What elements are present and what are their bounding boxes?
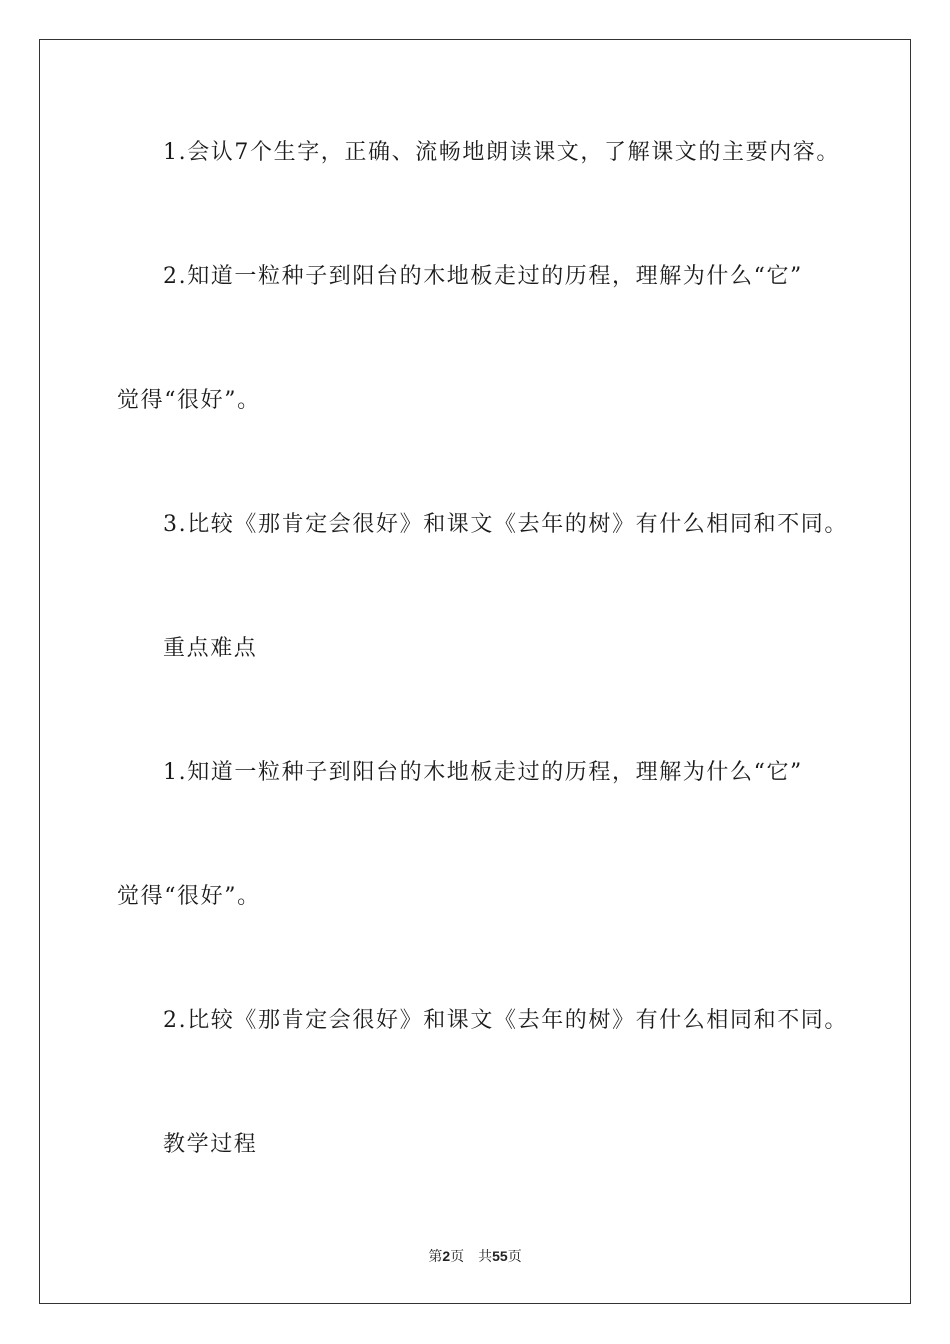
total-suffix: 页 (507, 1248, 522, 1264)
page-frame (39, 39, 911, 1304)
objective-1: 1.会认7个生字，正确、流畅地朗读课文，了解课文的主要内容。 (163, 140, 840, 165)
page-prefix: 第 (428, 1248, 443, 1264)
objective-2: 2.知道一粒种子到阳台的木地板走过的历程，理解为什么“它” (163, 264, 803, 289)
total-pages: 55 (492, 1248, 508, 1264)
page-footer (0, 1247, 950, 1265)
key-point-2: 2.比较《那肯定会很好》和课文《去年的树》有什么相同和不同。 (163, 1008, 848, 1033)
total-prefix: 共 (478, 1248, 493, 1264)
page-suffix: 页 (450, 1248, 465, 1264)
key-point-1: 1.知道一粒种子到阳台的木地板走过的历程，理解为什么“它” (163, 760, 803, 785)
section-heading-teaching-process: 教学过程 (163, 1132, 258, 1157)
section-heading-key-points: 重点难点 (163, 636, 258, 661)
objective-3: 3.比较《那肯定会很好》和课文《去年的树》有什么相同和不同。 (163, 512, 848, 537)
key-point-1-continued: 觉得“很好”。 (117, 884, 261, 909)
objective-2-continued: 觉得“很好”。 (117, 388, 261, 413)
page-number: 2 (442, 1248, 451, 1264)
